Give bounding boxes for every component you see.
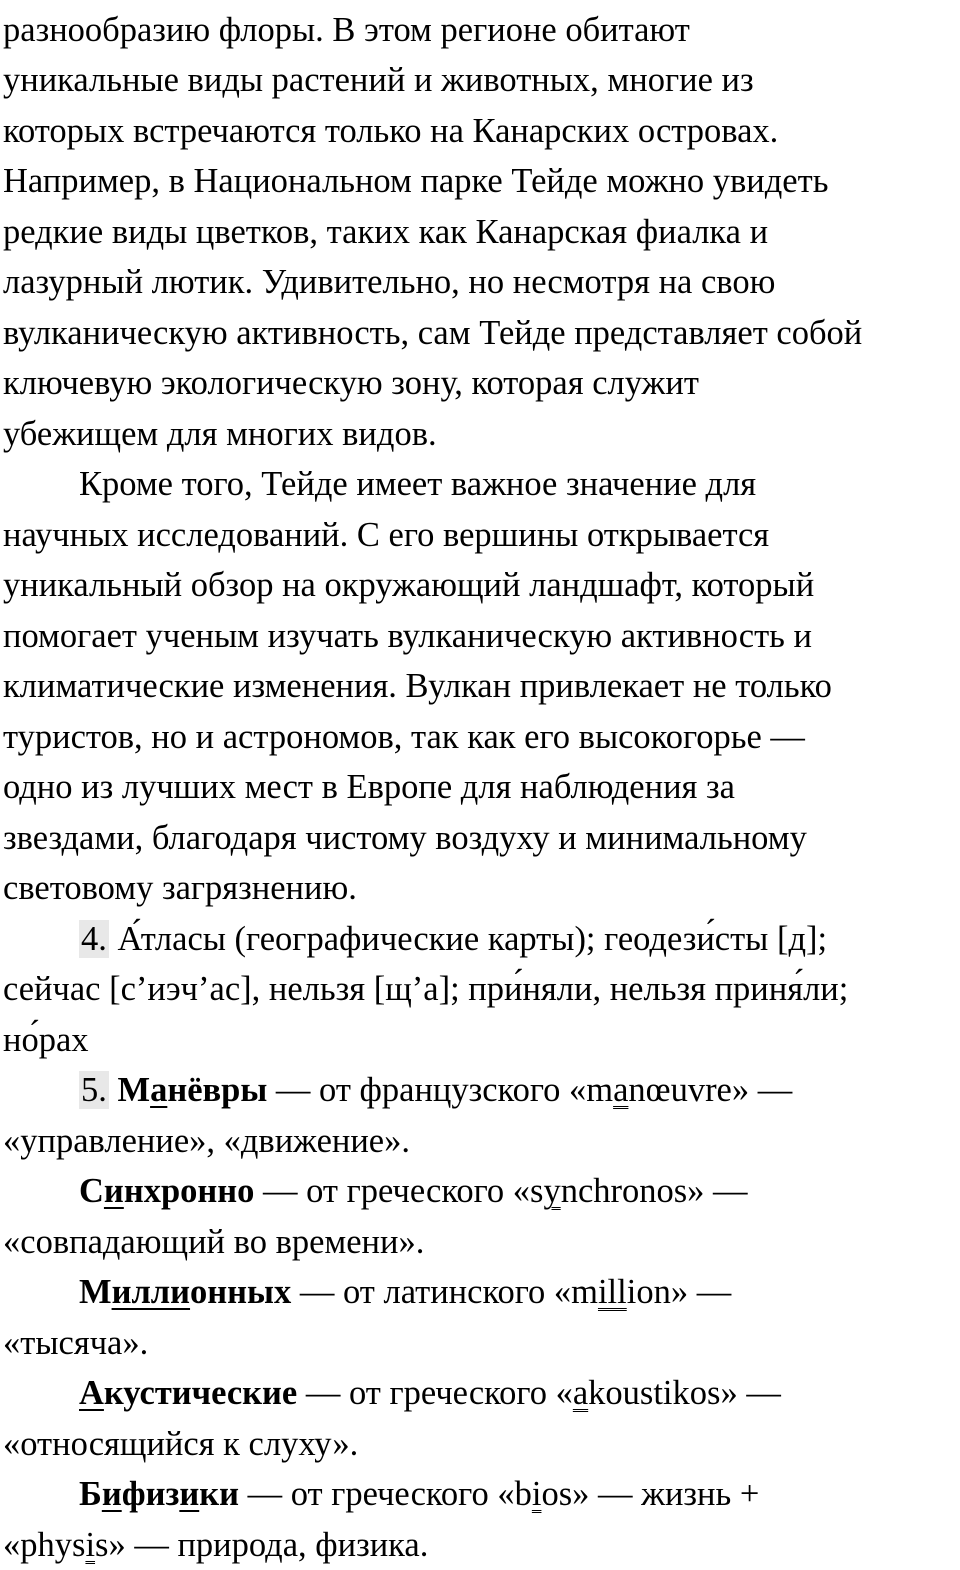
text-line: убежищем для многих видов.	[3, 415, 437, 453]
term-word: Синхронно	[79, 1172, 255, 1210]
term-word: Акустические	[79, 1374, 298, 1412]
term-gloss: «physis» — природа, физика.	[3, 1526, 429, 1564]
text-line: звездами, благодаря чистому воздуху и минимальному	[3, 819, 807, 857]
text-line: уникальные виды растений и животных, многие из	[3, 61, 754, 99]
text-line: одно из лучших мест в Европе для наблюдения за	[3, 768, 735, 806]
text-line: туристов, но и астрономов, так как его высокогорье —	[3, 718, 805, 756]
text-line: уникальный обзор на окружающий ландшафт, который	[3, 566, 815, 604]
text-line: помогает ученым изучать вулканическую активность и	[3, 617, 812, 655]
text-line: Например, в Национальном парке Тейде можно увидеть	[3, 162, 829, 200]
term-gloss: «управление», «движение».	[3, 1122, 410, 1160]
term-word: Манёвры	[117, 1071, 268, 1109]
text-line: которых встречаются только на Канарских островах.	[3, 112, 779, 150]
term-line: Синхронно — от греческого «synchronos» —	[79, 1172, 748, 1210]
text-line: редкие виды цветков, таких как Канарская фиалка и	[3, 213, 769, 251]
term-gloss: «относящийся к слуху».	[3, 1425, 359, 1463]
text-line: Кроме того, Тейде имеет важное значение для	[79, 465, 757, 503]
text-line: но́рах	[3, 1021, 89, 1059]
term-line: Миллионных — от латинского «million» —	[79, 1273, 732, 1311]
text-line: климатические изменения. Вулкан привлекает не только	[3, 667, 832, 705]
text-line: научных исследований. С его вершины открывается	[3, 516, 770, 554]
term-gloss: «совпадающий во времени».	[3, 1223, 425, 1261]
term-line: Акустические — от греческого «akoustikos» —	[79, 1374, 781, 1412]
text-line: световому загрязнению.	[3, 869, 357, 907]
term-gloss: «тысяча».	[3, 1324, 149, 1362]
answer-4-line: 4. А́тласы (географические карты); геодези́сты [д];	[81, 920, 828, 958]
term-word: Миллионных	[79, 1273, 292, 1311]
answer-5-line: 5. Манёвры — от французского «manœuvre» —	[81, 1071, 793, 1109]
term-line: Бифизики — от греческого «bios» — жизнь +	[79, 1475, 760, 1513]
text-line: разнообразию флоры. В этом регионе обитают	[3, 11, 690, 49]
text-line: лазурный лютик. Удивительно, но несмотря на свою	[3, 263, 776, 301]
answer-number: 5.	[81, 1071, 107, 1109]
text-line: ключевую экологическую зону, которая служит	[3, 364, 699, 402]
term-word: Бифизики	[79, 1475, 239, 1513]
text-line: вулканическую активность, сам Тейде представляет собой	[3, 314, 863, 352]
text-line: сейчас [с’иэч’ас], нельзя [щ’а]; при́няли, нельзя приня́ли;	[3, 970, 849, 1008]
answer-number: 4.	[81, 920, 107, 958]
